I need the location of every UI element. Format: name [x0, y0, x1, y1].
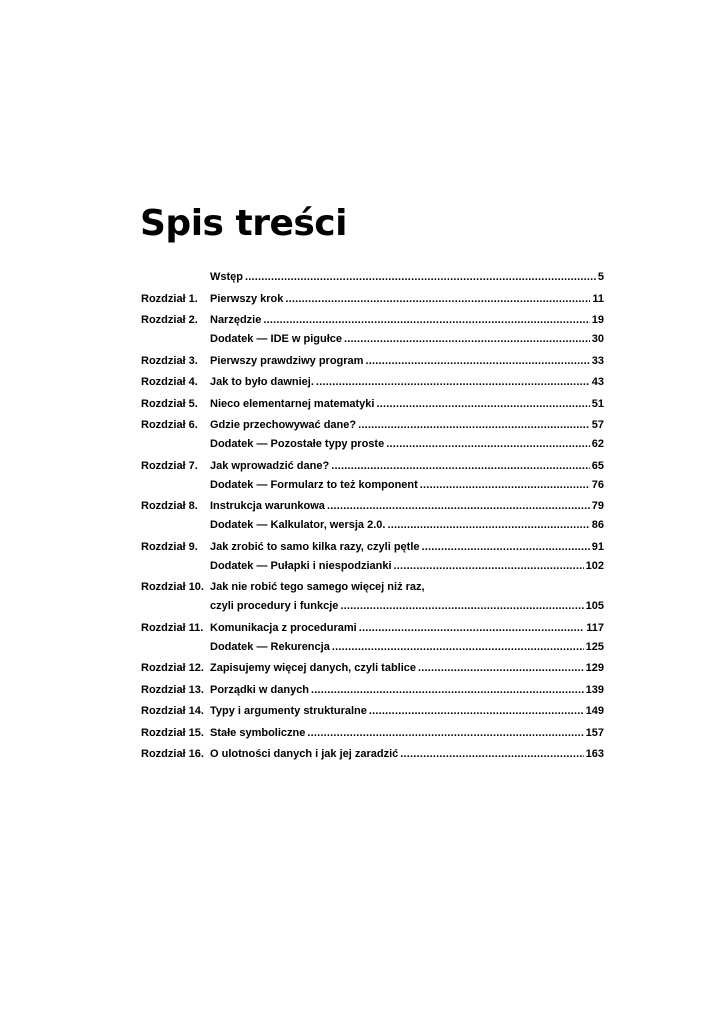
dot-leader: [365, 352, 589, 371]
toc-chapter-label: Rozdział 14.: [141, 705, 204, 717]
toc-page-number: 33: [591, 354, 604, 367]
toc-page-number: 129: [585, 662, 604, 674]
toc-page-number: 125: [585, 640, 604, 653]
toc-entry: [141, 702, 604, 721]
toc-chapter-label: Rozdział 2.: [141, 314, 198, 326]
toc-page-number: 139: [585, 683, 604, 696]
toc-chapter-label: Rozdział 10.: [141, 581, 204, 593]
dot-leader: [316, 373, 590, 392]
dot-leader: [263, 311, 589, 330]
toc-chapter-label: Rozdział 12.: [141, 662, 204, 674]
toc-entry: [141, 268, 604, 287]
toc-entry: [141, 724, 604, 743]
toc-entry-title: Pierwszy prawdziwy program: [210, 354, 364, 367]
toc-page-number: 62: [591, 438, 604, 450]
dot-leader: [311, 681, 584, 700]
table-of-contents: [141, 268, 604, 767]
toc-entry-title: Jak to było dawniej.: [210, 376, 314, 388]
toc-page-number: 30: [591, 333, 604, 345]
toc-chapter-label: Rozdział 4.: [141, 376, 198, 388]
toc-entry: [141, 557, 604, 576]
toc-entry: [141, 330, 604, 349]
toc-entry: [141, 681, 604, 700]
dot-leader: [400, 745, 583, 764]
toc-page-number: 19: [591, 314, 604, 326]
toc-chapter-label: Rozdział 6.: [141, 419, 198, 431]
toc-entry: [141, 745, 604, 764]
dot-leader: [418, 659, 584, 678]
toc-page-number: 105: [585, 600, 604, 612]
toc-chapter-label: Rozdział 5.: [141, 397, 198, 410]
toc-page-number: 117: [586, 621, 604, 634]
toc-chapter-label: Rozdział 15.: [141, 726, 204, 739]
page-title: Spis treści: [140, 203, 347, 244]
dot-leader: [344, 330, 590, 349]
dot-leader: [394, 557, 584, 576]
toc-entry: [141, 578, 604, 616]
dot-leader: [307, 724, 583, 743]
toc-page-number: 157: [585, 726, 604, 739]
toc-entry: [141, 290, 604, 309]
toc-entry-title: Nieco elementarnej matematyki: [210, 397, 375, 410]
dot-leader: [327, 497, 590, 516]
toc-entry-title: Stałe symboliczne: [210, 726, 306, 739]
toc-page-number: 51: [591, 397, 604, 410]
toc-entry-title: O ulotności danych i jak jej zaradzić: [210, 748, 399, 760]
dot-leader: [358, 416, 590, 435]
toc-entry-title: czyli procedury i funkcje: [210, 600, 339, 612]
toc-entry: [141, 373, 604, 392]
dot-leader: [422, 538, 590, 557]
toc-page-number: 79: [591, 500, 604, 512]
toc-entry: [141, 352, 604, 371]
toc-page-number: 102: [585, 559, 604, 572]
dot-leader: [285, 290, 590, 309]
toc-entry-title: Pierwszy krok: [210, 292, 284, 305]
toc-entry-title: Komunikacja z procedurami: [210, 621, 357, 634]
toc-entry: [141, 659, 604, 678]
toc-entry-title: Wstęp: [210, 271, 243, 283]
toc-entry: [141, 311, 604, 330]
toc-entry: [141, 638, 604, 657]
toc-page-number: 11: [592, 292, 604, 305]
dot-leader: [332, 638, 584, 657]
toc-entry-title: Dodatek — Pułapki i niespodzianki: [210, 559, 392, 572]
dot-leader: [386, 435, 590, 454]
toc-entry-title-line1: Jak nie robić tego samego więcej niż raz,: [210, 581, 425, 593]
toc-entry: [141, 435, 604, 454]
toc-page-number: 57: [591, 419, 604, 431]
dot-leader: [340, 597, 583, 616]
toc-entry: [141, 476, 604, 495]
toc-entry: [141, 619, 604, 638]
toc-entry-title: Instrukcja warunkowa: [210, 500, 325, 512]
toc-chapter-label: Rozdział 9.: [141, 540, 198, 553]
toc-entry: [141, 457, 604, 476]
toc-page-number: 76: [591, 478, 604, 491]
toc-page-number: 86: [591, 519, 604, 531]
toc-entry-title: Dodatek — Pozostałe typy proste: [210, 438, 385, 450]
toc-chapter-label: Rozdział 8.: [141, 500, 198, 512]
toc-entry: [141, 395, 604, 414]
dot-leader: [369, 702, 584, 721]
dot-leader: [245, 268, 596, 287]
toc-chapter-label: Rozdział 7.: [141, 459, 198, 472]
toc-entry-title: Typy i argumenty strukturalne: [210, 705, 367, 717]
toc-page-number: 163: [585, 748, 604, 760]
toc-entry: [141, 516, 604, 535]
toc-entry-title: Zapisujemy więcej danych, czyli tablice: [210, 662, 417, 674]
dot-leader: [420, 476, 590, 495]
toc-entry: [141, 416, 604, 435]
toc-page-number: 149: [585, 705, 604, 717]
toc-entry-title: Porządki w danych: [210, 683, 310, 696]
toc-entry: [141, 497, 604, 516]
toc-page-number: 91: [591, 540, 604, 553]
toc-chapter-label: Rozdział 16.: [141, 748, 204, 760]
toc-entry: [141, 538, 604, 557]
toc-chapter-label: Rozdział 1.: [141, 292, 198, 305]
toc-entry-title: Dodatek — IDE w pigułce: [210, 333, 343, 345]
dot-leader: [331, 457, 590, 476]
toc-page-number: 43: [591, 376, 604, 388]
toc-entry-title: Jak wprowadzić dane?: [210, 459, 330, 472]
toc-page-number: 5: [597, 271, 604, 283]
toc-entry-title: Dodatek — Formularz to też komponent: [210, 478, 418, 491]
dot-leader: [359, 619, 585, 638]
toc-page-number: 65: [591, 459, 604, 472]
toc-chapter-label: Rozdział 13.: [141, 683, 204, 696]
toc-chapter-label: Rozdział 3.: [141, 354, 198, 367]
dot-leader: [376, 395, 589, 414]
toc-entry-title: Dodatek — Rekurencja: [210, 640, 330, 653]
dot-leader: [387, 516, 589, 535]
toc-chapter-label: Rozdział 11.: [141, 621, 204, 634]
toc-entry-title: Gdzie przechowywać dane?: [210, 419, 357, 431]
toc-entry-title: Narzędzie: [210, 314, 262, 326]
toc-entry-multiline: [210, 578, 604, 616]
toc-entry-title: Dodatek — Kalkulator, wersja 2.0.: [210, 519, 386, 531]
toc-entry-title: Jak zrobić to samo kilka razy, czyli pętle: [210, 540, 420, 553]
